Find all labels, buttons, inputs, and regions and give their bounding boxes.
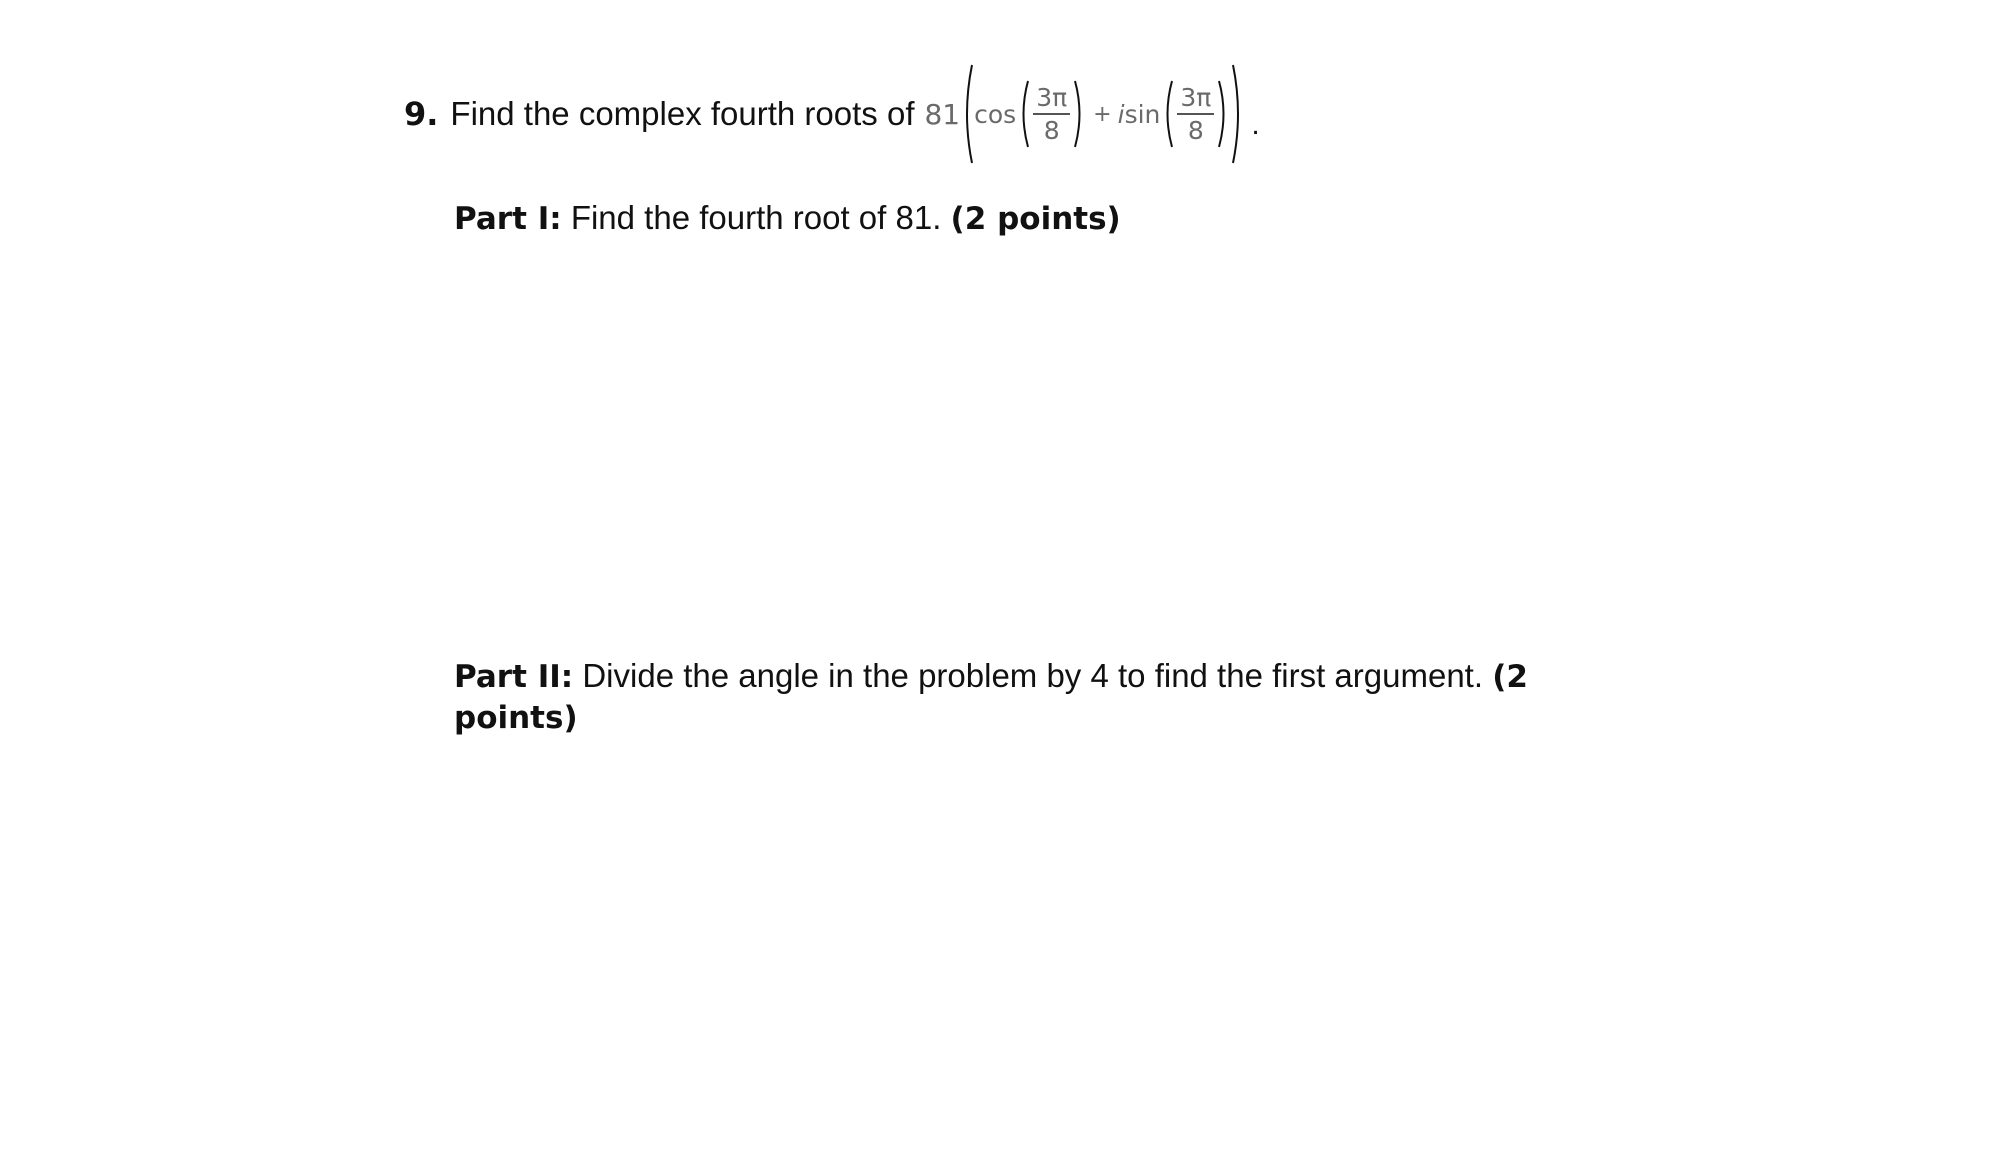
- formula-imaginary-unit: i: [1117, 99, 1125, 129]
- sin-left-paren: [1160, 78, 1174, 150]
- part-2-label: Part II:: [454, 659, 574, 695]
- outer-right-paren: [1231, 62, 1245, 166]
- question-number: 9.: [404, 95, 439, 133]
- formula-sin: sin: [1124, 99, 1161, 129]
- part-1-points: (2 points): [950, 201, 1121, 237]
- part-1-text: Find the fourth root of 81.: [570, 199, 942, 236]
- sin-right-paren: [1217, 78, 1231, 150]
- complex-number-formula: [924, 62, 1245, 166]
- cos-angle-numerator: 3π: [1036, 83, 1068, 112]
- question-9: [404, 62, 1260, 166]
- part-2: [454, 656, 1564, 738]
- cos-left-paren: [1016, 78, 1030, 150]
- outer-left-paren: [960, 62, 974, 166]
- sin-angle-denominator: 8: [1187, 116, 1204, 145]
- formula-coefficient: 81: [924, 97, 961, 131]
- part-2-text: Divide the angle in the problem by 4 to find the first argument.: [582, 657, 1484, 694]
- part-1: [454, 198, 1121, 239]
- cos-angle-fraction: [1033, 85, 1070, 143]
- sin-angle-numerator: 3π: [1180, 83, 1212, 112]
- cos-angle-denominator: 8: [1043, 116, 1060, 145]
- part-2-points: (2 points): [454, 659, 1528, 736]
- formula-cos: cos: [974, 99, 1017, 129]
- sin-angle-fraction: [1177, 85, 1214, 143]
- formula-plus: +: [1093, 101, 1112, 127]
- cos-right-paren: [1073, 78, 1087, 150]
- question-text: Find the complex fourth roots of: [450, 95, 915, 132]
- part-1-label: Part I:: [454, 201, 562, 237]
- question-period: .: [1251, 108, 1260, 141]
